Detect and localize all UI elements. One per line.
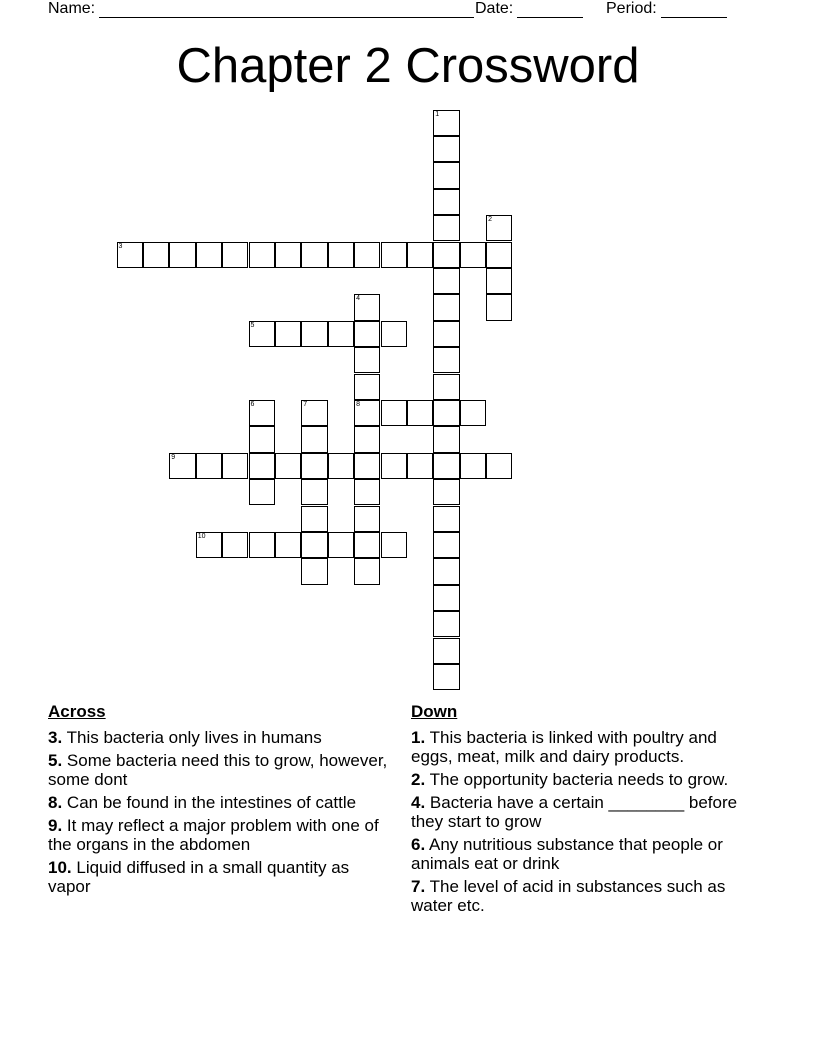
down-heading: Down [411, 702, 458, 721]
grid-cell[interactable] [433, 479, 459, 505]
grid-cell[interactable] [275, 453, 301, 479]
clue-down [411, 770, 751, 789]
grid-cell[interactable] [222, 242, 248, 268]
grid-cell[interactable] [354, 347, 380, 373]
grid-cell[interactable] [433, 426, 459, 452]
grid-cell[interactable] [301, 506, 327, 532]
grid-cell[interactable] [301, 558, 327, 584]
clue-number-label: 2 [488, 216, 492, 224]
grid-cell[interactable] [196, 453, 222, 479]
clue-text: Any nutritious substance that people or animals eat or drink [411, 835, 723, 873]
grid-cell[interactable] [433, 664, 459, 690]
grid-cell[interactable] [249, 321, 275, 347]
grid-cell[interactable] [249, 242, 275, 268]
clue-across [48, 751, 388, 789]
clue-number: 5. [48, 751, 63, 770]
grid-cell[interactable] [249, 400, 275, 426]
clue-text: Can be found in the intestines of cattle [66, 793, 357, 812]
grid-cell[interactable] [354, 242, 380, 268]
clue-down [411, 835, 751, 873]
grid-cell[interactable] [301, 400, 327, 426]
grid-cell[interactable] [301, 321, 327, 347]
clue-text: The opportunity bacteria needs to grow. [429, 770, 729, 789]
grid-cell[interactable] [433, 374, 459, 400]
clue-number-label: 9 [171, 453, 176, 461]
clue-number: 1. [411, 728, 426, 747]
grid-cell[interactable] [433, 506, 459, 532]
grid-cell[interactable] [433, 110, 459, 136]
grid-cell[interactable] [433, 162, 459, 188]
grid-cell[interactable] [407, 242, 433, 268]
clue-number: 3. [48, 728, 63, 747]
grid-cell[interactable] [433, 321, 459, 347]
grid-cell[interactable] [433, 558, 459, 584]
clue-number-label: 8 [356, 400, 360, 408]
clue-text: The level of acid in substances such as water etc. [411, 877, 726, 915]
clue-number: 7. [411, 877, 426, 896]
grid-cell[interactable] [196, 242, 222, 268]
clue-across [48, 816, 388, 854]
grid-cell[interactable] [169, 453, 195, 479]
clue-number: 4. [411, 793, 426, 812]
grid-cell[interactable] [381, 532, 407, 558]
period-label: Period: [606, 0, 657, 17]
grid-cell[interactable] [328, 321, 354, 347]
grid-cell[interactable] [381, 242, 407, 268]
grid-cell[interactable] [328, 242, 354, 268]
grid-cell[interactable] [354, 321, 380, 347]
clue-number: 6. [411, 835, 426, 854]
clue-number-label: 3 [118, 242, 123, 250]
grid-cell[interactable] [354, 532, 380, 558]
grid-cell[interactable] [275, 321, 301, 347]
across-heading: Across [48, 702, 106, 721]
grid-cell[interactable] [433, 347, 459, 373]
grid-cell[interactable] [433, 215, 459, 241]
grid-cell[interactable] [301, 479, 327, 505]
grid-cell[interactable] [460, 242, 486, 268]
clue-number-label: 6 [250, 400, 255, 408]
grid-cell[interactable] [275, 242, 301, 268]
grid-cell[interactable] [407, 400, 433, 426]
grid-cell[interactable] [249, 453, 275, 479]
grid-cell[interactable] [301, 242, 327, 268]
grid-cell[interactable] [249, 479, 275, 505]
clue-down [411, 877, 751, 915]
grid-cell[interactable] [433, 400, 459, 426]
page-title: Chapter 2 Crossword [176, 39, 640, 93]
grid-cell[interactable] [433, 189, 459, 215]
grid-cell[interactable] [433, 585, 459, 611]
grid-cell[interactable] [486, 242, 512, 268]
grid-cell[interactable] [433, 268, 459, 294]
grid-cell[interactable] [486, 215, 512, 241]
grid-cell[interactable] [354, 506, 380, 532]
clue-number: 9. [48, 816, 63, 835]
across-clues [48, 702, 388, 900]
grid-cell[interactable] [169, 242, 195, 268]
grid-cell[interactable] [354, 294, 380, 320]
clue-number: 10. [48, 858, 72, 877]
clue-text: This bacteria is linked with poultry and eggs, meat, milk and dairy products. [411, 728, 717, 766]
clue-number-label: 1 [435, 110, 440, 118]
grid-cell[interactable] [301, 426, 327, 452]
clue-number: 2. [411, 770, 426, 789]
grid-cell[interactable] [301, 532, 327, 558]
grid-cell[interactable] [328, 453, 354, 479]
clue-text: It may reflect a major problem with one of the organs in the abdomen [48, 816, 379, 854]
grid-cell[interactable] [486, 453, 512, 479]
grid-cell[interactable] [354, 426, 380, 452]
grid-cell[interactable] [354, 453, 380, 479]
grid-cell[interactable] [381, 400, 407, 426]
clue-number-label: 7 [303, 400, 308, 408]
down-clues [411, 702, 751, 919]
grid-cell[interactable] [354, 479, 380, 505]
clue-text: This bacteria only lives in humans [66, 728, 322, 747]
clue-number-label: 4 [356, 295, 360, 303]
grid-cell[interactable] [433, 242, 459, 268]
grid-cell[interactable] [486, 294, 512, 320]
grid-cell[interactable] [275, 532, 301, 558]
grid-cell[interactable] [433, 532, 459, 558]
grid-cell[interactable] [433, 136, 459, 162]
grid-cell[interactable] [354, 400, 380, 426]
name-label: Name: [48, 0, 96, 17]
clue-number-label: 10 [197, 532, 206, 540]
grid-cell[interactable] [249, 532, 275, 558]
grid-cell[interactable] [249, 426, 275, 452]
grid-cell[interactable] [143, 242, 169, 268]
clue-number-label: 5 [250, 321, 255, 329]
grid-cell[interactable] [222, 453, 248, 479]
clue-text: Liquid diffused in a small quantity as vapor [48, 858, 350, 896]
grid-cell[interactable] [433, 294, 459, 320]
grid-cell[interactable] [460, 453, 486, 479]
grid-cell[interactable] [433, 638, 459, 664]
grid-cell[interactable] [301, 453, 327, 479]
clue-text: Bacteria have a certain ________ before they start to grow [411, 793, 738, 831]
grid-cell[interactable] [354, 374, 380, 400]
grid-cell[interactable] [433, 611, 459, 637]
grid-cell[interactable] [486, 268, 512, 294]
date-label: Date: [475, 0, 514, 17]
clue-across [48, 728, 388, 747]
clue-down [411, 728, 751, 766]
grid-cell[interactable] [196, 532, 222, 558]
clue-text: Some bacteria need this to grow, however, some dont [48, 751, 388, 789]
clue-number: 8. [48, 793, 63, 812]
grid-cell[interactable] [117, 242, 143, 268]
grid-cell[interactable] [460, 400, 486, 426]
grid-cell[interactable] [222, 532, 248, 558]
grid-cell[interactable] [407, 453, 433, 479]
clue-across [48, 858, 388, 896]
clue-down [411, 793, 751, 831]
grid-cell[interactable] [354, 558, 380, 584]
clue-across [48, 793, 388, 812]
grid-cell[interactable] [433, 453, 459, 479]
grid-cell[interactable] [381, 453, 407, 479]
grid-cell[interactable] [381, 321, 407, 347]
grid-cell[interactable] [328, 532, 354, 558]
